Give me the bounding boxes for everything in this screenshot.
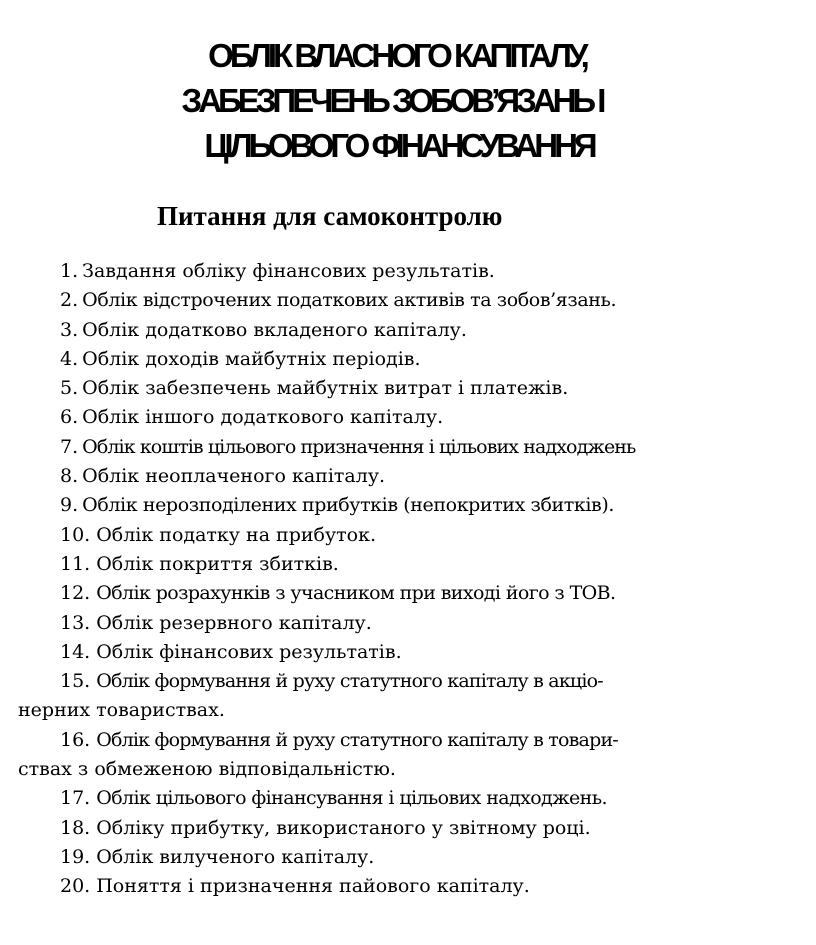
question-number: 16. (60, 728, 91, 751)
questions-list (18, 257, 778, 902)
question-number: 7. (60, 435, 79, 458)
question-item (18, 784, 778, 813)
question-item (18, 579, 778, 608)
question-item (18, 345, 778, 374)
question-text: Облік фінансових результатів. (96, 640, 402, 663)
question-text: Облік податку на прибуток. (96, 523, 377, 546)
question-item (18, 521, 778, 550)
question-item (18, 609, 778, 638)
question-number: 10. (60, 523, 91, 546)
question-number: 9. (60, 494, 79, 517)
question-number: 12. (60, 582, 91, 605)
question-item (18, 286, 778, 315)
question-number: 15. (60, 670, 91, 693)
question-text: Облік додатково вкладеного капіталу. (82, 318, 467, 341)
question-text: Поняття і призначення пайового капіталу. (96, 875, 530, 898)
question-number: 20. (60, 875, 91, 898)
question-item (18, 403, 778, 432)
question-text: Облік формування й руху статутного капіталу в товари- (96, 728, 618, 751)
question-item (18, 433, 778, 462)
question-number: 3. (60, 318, 79, 341)
question-text: Облік формування й руху статутного капіталу в акціо- (96, 670, 603, 693)
question-number: 2. (60, 289, 79, 312)
question-item (18, 462, 778, 491)
question-item (18, 491, 778, 520)
question-text: Облік розрахунків з учасником при виході його з ТОВ. (96, 582, 616, 605)
question-text: Облік доходів майбутніх періодів. (82, 347, 421, 370)
question-text: Облік покриття збитків. (96, 552, 339, 575)
question-item (18, 638, 778, 667)
question-number: 13. (60, 611, 91, 634)
question-item (18, 726, 778, 755)
title-line-3: ЦІЛЬОВОГО ФІНАНСУВАННЯ (204, 127, 594, 164)
question-number: 4. (60, 347, 79, 370)
question-item (18, 843, 778, 872)
question-item (18, 257, 778, 286)
question-text: Облік коштів цільового призначення і цільових надходжень (82, 435, 636, 458)
question-item (18, 872, 778, 901)
question-text: Завдання обліку фінансових результатів. (82, 260, 495, 282)
question-number: 14. (60, 640, 91, 663)
question-text: Облік нерозподілених прибутків (непокритих збитків). (82, 494, 615, 517)
question-item (18, 316, 778, 345)
question-number: 6. (60, 406, 79, 429)
title-line-2: ЗАБЕЗПЕЧЕНЬ ЗОБОВ’ЯЗАНЬ І (181, 82, 603, 119)
question-number: 18. (60, 816, 91, 839)
section-subtitle: Питання для самоконтролю (157, 201, 503, 231)
question-number: 11. (60, 552, 91, 575)
question-number: 1. (60, 260, 79, 282)
question-item (18, 667, 778, 696)
question-text: Облік неоплаченого капіталу. (82, 465, 386, 488)
question-number: 19. (60, 845, 91, 868)
question-continuation: нерних товариствах. (18, 699, 225, 722)
question-text: Облік цільового фінансування і цільових надходжень. (96, 787, 607, 810)
question-text: Облік іншого додаткового капіталу. (82, 406, 444, 429)
question-item (18, 550, 778, 579)
page-title (0, 33, 816, 168)
question-number: 8. (60, 465, 79, 488)
question-number: 5. (60, 377, 79, 400)
question-number: 17. (60, 787, 91, 810)
question-text: Облік вилученого капіталу. (96, 845, 375, 868)
question-item (18, 814, 778, 843)
question-text: Облік резервного капіталу. (96, 611, 372, 634)
question-continuation: ствах з обмеженою відповідальністю. (18, 758, 396, 781)
title-line-1: ОБЛІК ВЛАСНОГО КАПІТАЛУ, (208, 37, 586, 74)
question-text: Облік забезпечень майбутніх витрат і платежів. (82, 377, 569, 400)
question-text: Обліку прибутку, використаного у звітному році. (96, 816, 591, 839)
question-item (18, 374, 778, 403)
question-text: Облік відстрочених податкових активів та зобов’язань. (82, 289, 617, 312)
